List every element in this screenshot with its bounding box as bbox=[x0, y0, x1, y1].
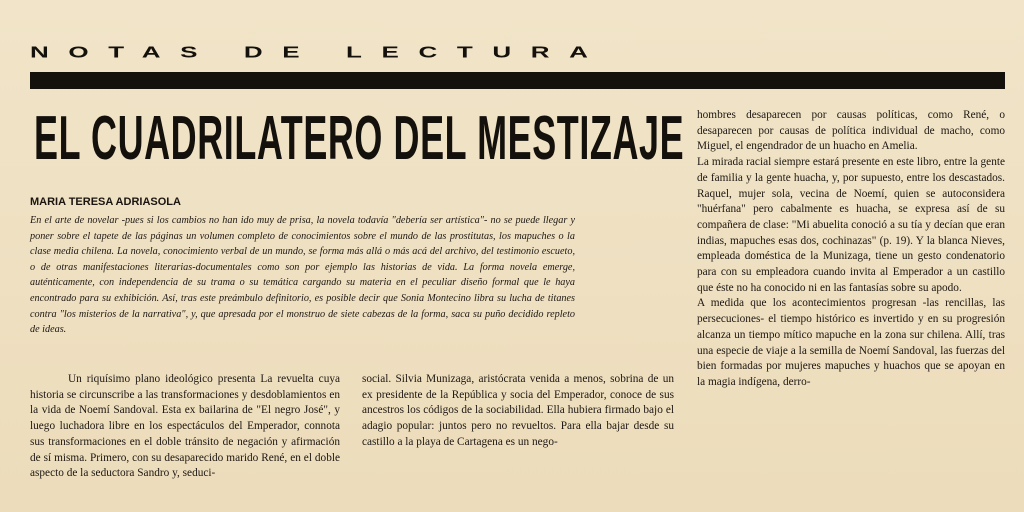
body-paragraph: A medida que los acontecimientos progresan -las rencillas, las persecuciones- el tiempo histórico es invertido y en su progresión alcanza un tiempo mítico mapuche en la zona sur chilena. Allí, tras una especie de viaje a la semilla de Noemí Sandoval, las fuerzas del bien formadas por mujeres mapuches y huachos que se apoyan en la magia indígena, derro- bbox=[697, 297, 1005, 388]
body-column-3 bbox=[697, 108, 1005, 480]
body-column-1 bbox=[30, 372, 340, 512]
body-paragraph: La mirada racial siempre estará presente en este libro, entre la gente de familia y la gente huacha, y, por supuesto, entre los descastados. Raquel, mujer sola, vecina de Noemí, quien se autoconsidera "huérfana" pero cabalmente es huacha, se expresa así de su compañera de clase: "Mi abuelita conoció a su tía y decían que eran indias, mapuches esas dos, cochinazas" (p. 19). Y la blanca Nieves, empleada doméstica de la Munizaga, tiene un gesto condenatorio para con su empleadora cuando invita al Emperador a un castillo que éste no ha conocido ni en las fantasías sobre su apodo. bbox=[697, 156, 1005, 294]
header-rule bbox=[30, 72, 1005, 89]
article-title: EL CUADRILATERO DEL MESTIZAJE bbox=[34, 104, 685, 173]
body-paragraph: hombres desaparecen por causas políticas, como René, o desaparecen por causas de política individual de macho, como Miguel, el engendrador de un huacho en Amelia. bbox=[697, 109, 1005, 153]
section-header: NOTAS DE LECTURA bbox=[30, 42, 608, 62]
article-author: MARIA TERESA ADRIASOLA bbox=[30, 196, 181, 208]
body-column-2 bbox=[362, 372, 674, 472]
article-lead: En el arte de novelar -pues si los cambios no han ido muy de prisa, la novela todavía "debería ser artística"- no se puede llegar y poner sobre el tapete de las páginas un volumen completo de conocimientos sobre el mundo de las prostitutas, los mapuches o la clase media chilena. La novela, conocimiento verbal de un mundo, se forma más allá o más acá del archivo, del testimonio escueto, o de otras manifestaciones literarias-documentales como son por ejemplo las historias de vida. La forma novela emerge, auténticamente, con independencia de su trama o su temática cargando su materia en el peculiar diseño formal que le haya encontrado para su exhibición. Así, tras este preámbulo definitorio, es posible decir que Sonia Montecino libra su lucha de titanes contra "los misterios de la narrativa", y, que apresada por el monstruo de siete cabezas de la forma, saca su puño decidido repleto de ideas. bbox=[30, 215, 575, 336]
body-paragraph: Un riquísimo plano ideológico presenta La revuelta cuya historia se circunscribe a las transformaciones y desdoblamientos en la vida de Noemí Sandoval. Esta ex bailarina de "El negro José", y luego luchadora libre en los espectáculos del Emperador, connota sus transformaciones en el doble tránsito de negación y afirmación de sí misma. Primero, con su desaparecido marido René, en el doble aspecto de la seductora Sandro y, seduci- bbox=[30, 373, 340, 480]
body-paragraph: social. Silvia Munizaga, aristócrata venida a menos, sobrina de un ex presidente de la República y socia del Emperador, conoce de sus ancestros los códigos de la sociabilidad. Ella hubiera firmado bajo el adagio popular: juntos pero no revueltos. Para ella bajar desde su castillo a la playa de Cartagena es un nego- bbox=[362, 373, 674, 448]
